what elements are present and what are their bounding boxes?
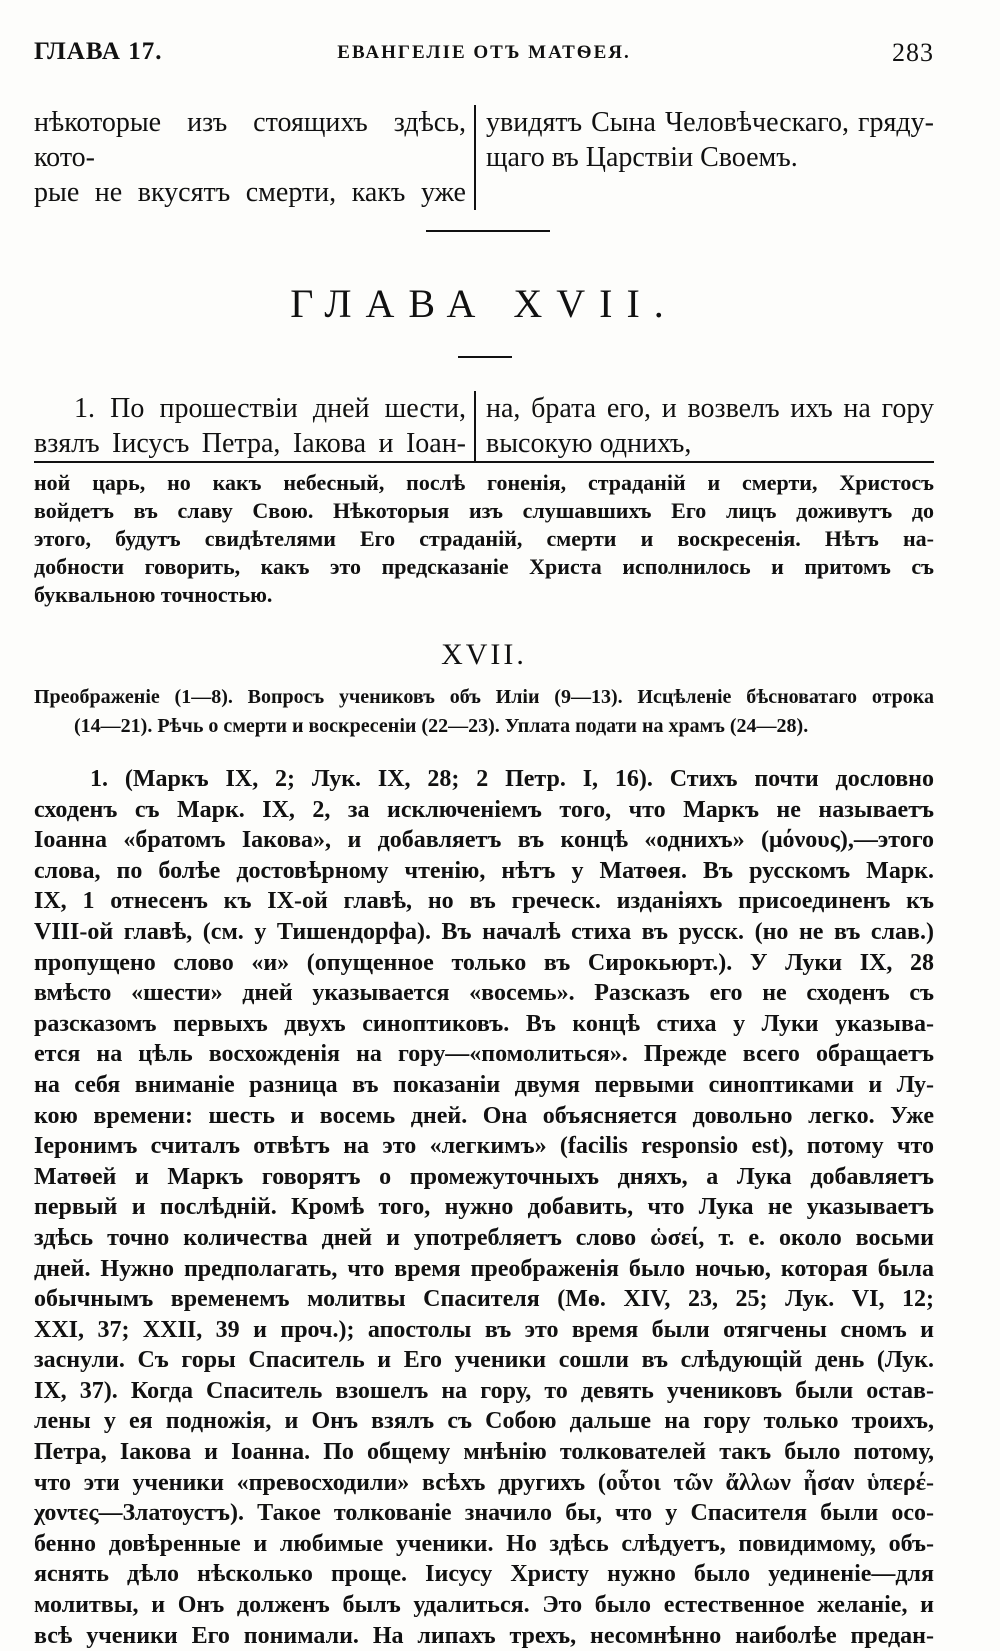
body-line: лены у ея подножія, и Онъ взялъ съ Собою дальше на гору только троихъ, xyxy=(34,1408,934,1435)
body-line: ется на цѣль восхожденія на гору—«помолиться». Прежде всего обращаетъ xyxy=(34,1041,934,1068)
verse-line: 1. По прошествіи дней шести, xyxy=(74,393,466,424)
chapter-summary xyxy=(34,683,934,741)
verse-1-right-column xyxy=(474,391,934,461)
body-line: что эти ученики «превосходили» всѣхъ другихъ (οὗτοι τῶν ἄλλων ἦσαν ὑπερέ- xyxy=(34,1469,934,1496)
verse-1-left-column xyxy=(34,391,474,461)
commentary-block xyxy=(34,469,934,609)
body-line: Матѳей и Маркъ говорятъ о промежуточныхъ дняхъ, а Лука добавляетъ xyxy=(34,1163,934,1190)
summary-line: (14—21). Рѣчь о смерти и воскресеніи (22—23). Уплата подати на храмъ (24—28). xyxy=(74,715,809,737)
body-line: заснули. Съ горы Спаситель и Его ученики сошли въ слѣдующій день (Лук. xyxy=(34,1347,934,1374)
verse-line: рые не вкусятъ смерти, какъ уже xyxy=(34,177,466,208)
summary-line: Преображеніе (1—8). Вопросъ учениковъ объ Иліи (9—13). Исцѣленіе бѣсноватаго отрока xyxy=(34,686,934,708)
body-line: здѣсь точно количества дней и употребляетъ слово ὡσεί, т. е. около восьми xyxy=(34,1224,934,1251)
commentary-line: добности говорить, какъ это предсказаніе Христа исполнилось и притомъ съ xyxy=(34,554,934,579)
body-line: дней. Нужно предполагать, что время преображенія было ночью, которая была xyxy=(34,1255,934,1282)
body-line: всѣ ученики Его понимали. На липахъ трехъ, несомнѣнно наиболѣе предан- xyxy=(34,1622,934,1649)
body-line: обычнымъ временемъ молитвы Спасителя (Мѳ. XIV, 23, 25; Лук. VI, 12; xyxy=(34,1286,934,1313)
body-line: разсказомъ первыхъ двухъ синоптиковъ. Въ концѣ стиха у Луки указыва- xyxy=(34,1010,934,1037)
verse-line: взялъ Іисусъ Петра, Іакова и Іоан- xyxy=(34,428,466,459)
body-line: Іоанна «братомъ Іакова», и добавляетъ въ концѣ «однихъ» (μόνους),—этого xyxy=(34,827,934,854)
body-line: χοντες—Златоустъ). Такое толкованіе значило бы, что у Спасителя были осо- xyxy=(34,1500,934,1527)
verse-line: высокую однихъ, xyxy=(486,428,692,459)
body-line: молитвы, и Онъ долженъ былъ удалиться. Это было естественное желаніе, и xyxy=(34,1592,934,1619)
body-line: Іеронимъ считалъ отвѣтъ на это «легкимъ» (facilis responsio est), потому что xyxy=(34,1133,934,1160)
commentary-line: этого, будутъ свидѣтелями Его страданій, смерти и воскресенія. Нѣтъ на- xyxy=(34,526,934,551)
verse-line: на, брата его, и возвелъ ихъ на гору xyxy=(486,393,934,424)
chapter-title: ГЛАВА XVII. xyxy=(290,281,678,326)
body-line: слова, по болѣе достовѣрному чтенію, нѣтъ у Матѳея. Въ русскомъ Марк. xyxy=(34,857,934,884)
page-number: 283 xyxy=(892,38,934,67)
body-line: яснять дѣло нѣсколько проще. Іисусу Христу нужно было уединеніе—для xyxy=(34,1561,934,1588)
verse-prev-right-column xyxy=(474,105,934,210)
verse-prev-block xyxy=(34,105,934,210)
text-commentary-separator xyxy=(34,461,934,463)
body-line: пропущено слово «и» (опущенное только въ Сирокьюрт.). У Луки IX, 28 xyxy=(34,949,934,976)
chapter-header-label: ГЛАВА 17. xyxy=(34,38,163,65)
verse-line: нѣкоторые изъ стоящихъ здѣсь, кото- xyxy=(34,107,466,173)
commentary-body xyxy=(34,764,934,1651)
body-line: первый и послѣдній. Кромѣ того, нужно добавить, что Лука не указываетъ xyxy=(34,1194,934,1221)
body-line: Петра, Іакова и Іоанна. По общему мнѣнію толкователей такъ было потому, xyxy=(34,1439,934,1466)
body-line: вмѣсто «шести» дней указывается «восемь». Разсказъ его не сходенъ съ xyxy=(34,980,934,1007)
book-page xyxy=(34,0,934,1649)
running-header xyxy=(34,38,934,78)
verse-line: щаго въ Царствіи Своемъ. xyxy=(486,142,798,173)
commentary-line: буквальною точностью. xyxy=(34,582,273,607)
section-number: XVII. xyxy=(441,638,527,671)
body-line: IX, 1 отнесенъ къ IX-ой главѣ, но въ греческ. изданіяхъ присоединенъ къ xyxy=(34,888,934,915)
commentary-line: войдетъ въ славу Свою. Нѣкоторыя изъ слушавшихъ Его лицъ доживутъ до xyxy=(34,498,934,523)
body-line: VIII-ой главѣ, (см. у Тишендорфа). Въ началѣ стиха въ русск. (но не въ слав.) xyxy=(34,918,934,945)
divider-rule xyxy=(458,356,512,358)
body-line: сходенъ съ Марк. IX, 2, за исключеніемъ того, что Маркъ не называетъ xyxy=(34,796,934,823)
body-line: бенно довѣренные и любимые ученики. Но здѣсь слѣдуетъ, повидимому, объ- xyxy=(34,1530,934,1557)
body-line: кою времени: шесть и восемь дней. Она объясняется довольно легко. Уже xyxy=(34,1102,934,1129)
book-title-header: ЕВАНГЕЛІЕ ОТЪ МАТѲЕЯ. xyxy=(337,42,631,63)
body-line: 1. (Маркъ IX, 2; Лук. IX, 28; 2 Петр. I, 16). Стихъ почти дословно xyxy=(90,766,934,792)
commentary-line: ной царь, но какъ небесный, послѣ гоненія, страданій и смерти, Христосъ xyxy=(34,470,934,495)
divider-rule xyxy=(426,230,550,232)
body-line: на себя вниманіе разница въ показаніи двумя первыми синоптиками и Лу- xyxy=(34,1071,934,1098)
body-line: XXI, 37; XXII, 39 и проч.); апостолы въ это время были отягчены сномъ и xyxy=(34,1316,934,1343)
verse-prev-left-column xyxy=(34,105,474,210)
verse-line: увидятъ Сына Человѣческаго, гряду- xyxy=(486,107,934,138)
body-line: IX, 37). Когда Спаситель взошелъ на гору, то девять учениковъ были остав- xyxy=(34,1377,934,1404)
verse-1-block xyxy=(34,391,934,461)
